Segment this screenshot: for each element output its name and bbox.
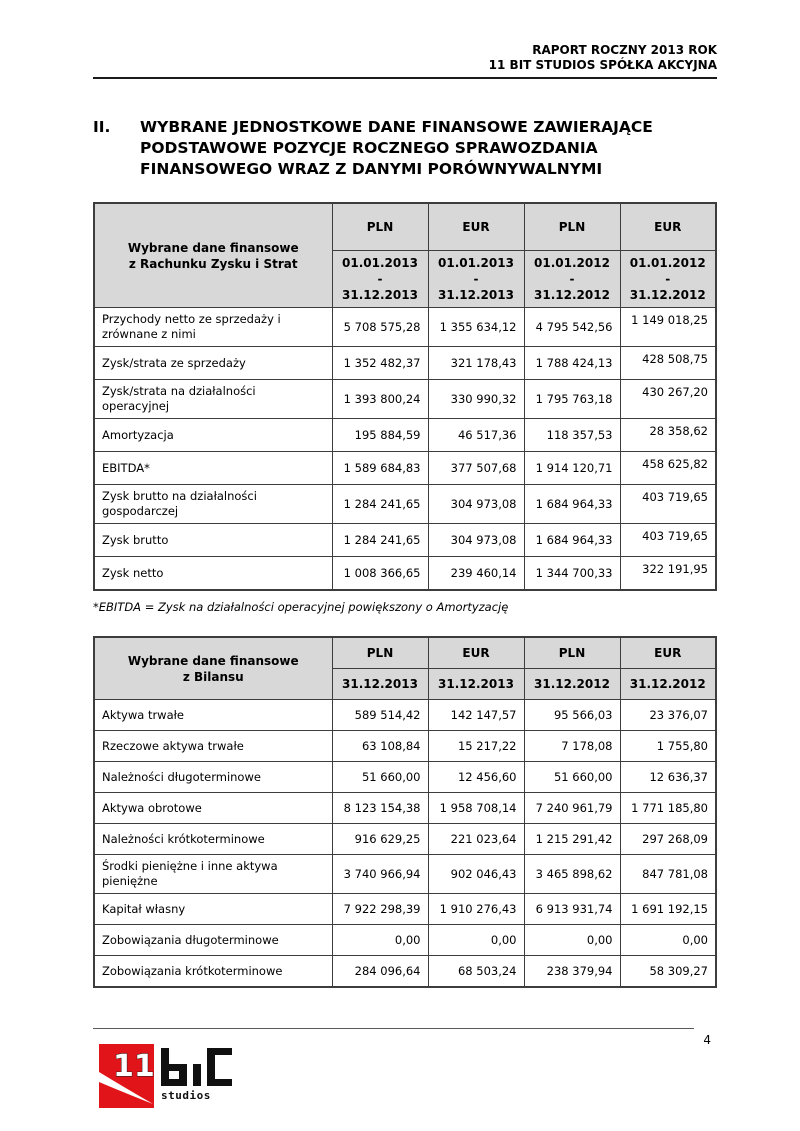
row-label: Należności długoterminowe [94, 762, 332, 793]
cell-value: 1 684 964,33 [524, 524, 620, 557]
currency-header: PLN [524, 203, 620, 251]
running-header [93, 0, 717, 79]
period-header: 01.01.2012 - 31.12.2012 [620, 251, 716, 308]
cell-value: 403 719,65 [620, 485, 716, 524]
cell-value: 304 973,08 [428, 485, 524, 524]
table-row [94, 700, 716, 731]
cell-value: 142 147,57 [428, 700, 524, 731]
cell-value: 46 517,36 [428, 419, 524, 452]
date-header: 31.12.2012 [620, 669, 716, 700]
income-statement-table [93, 202, 717, 591]
ebitda-footnote: *EBITDA = Zysk na działalności operacyjnej powiększony o Amortyzację [93, 600, 509, 614]
cell-value: 6 913 931,74 [524, 894, 620, 925]
cell-value: 1 795 763,18 [524, 380, 620, 419]
currency-header: EUR [428, 203, 524, 251]
cell-value: 1 684 964,33 [524, 485, 620, 524]
cell-value: 58 309,27 [620, 956, 716, 988]
cell-value: 1 393 800,24 [332, 380, 428, 419]
cell-value: 1 788 424,13 [524, 347, 620, 380]
logo-red-square [99, 1044, 155, 1108]
logo-studios-text: studios [161, 1089, 211, 1102]
cell-value: 1 691 192,15 [620, 894, 716, 925]
cell-value: 12 456,60 [428, 762, 524, 793]
logo-bit-glyphs [161, 1048, 232, 1086]
cell-value: 7 922 298,39 [332, 894, 428, 925]
cell-value: 1 589 684,83 [332, 452, 428, 485]
table-row [94, 419, 716, 452]
cell-value: 916 629,25 [332, 824, 428, 855]
cell-value: 63 108,84 [332, 731, 428, 762]
table-row [94, 762, 716, 793]
row-label: Kapitał własny [94, 894, 332, 925]
row-label: EBITDA* [94, 452, 332, 485]
cell-value: 377 507,68 [428, 452, 524, 485]
cell-value: 95 566,03 [524, 700, 620, 731]
company-logo [99, 1042, 244, 1116]
cell-value: 430 267,20 [620, 380, 716, 419]
table-row [94, 452, 716, 485]
cell-value: 589 514,42 [332, 700, 428, 731]
cell-value: 284 096,64 [332, 956, 428, 988]
table-row [94, 485, 716, 524]
currency-header: EUR [620, 637, 716, 669]
table-row [94, 925, 716, 956]
cell-value: 304 973,08 [428, 524, 524, 557]
row-label: Zobowiązania długoterminowe [94, 925, 332, 956]
table-row [94, 308, 716, 347]
page-number: 4 [703, 1033, 711, 1047]
period-header: 01.01.2013 - 31.12.2013 [428, 251, 524, 308]
cell-value: 195 884,59 [332, 419, 428, 452]
cell-value: 0,00 [524, 925, 620, 956]
footer-divider [93, 1028, 694, 1029]
cell-value: 0,00 [332, 925, 428, 956]
cell-value: 1 149 018,25 [620, 308, 716, 347]
row-label: Amortyzacja [94, 419, 332, 452]
cell-value: 458 625,82 [620, 452, 716, 485]
section-title-text: WYBRANE JEDNOSTKOWE DANE FINANSOWE ZAWIERAJĄCE PODSTAWOWE POZYCJE ROCZNEGO SPRAWOZDANIA FINANSOWEGO WRAZ Z DANYMI PORÓWNYWALNYMI [140, 118, 653, 178]
cell-value: 321 178,43 [428, 347, 524, 380]
page-content [93, 0, 717, 988]
row-label: Należności krótkoterminowe [94, 824, 332, 855]
cell-value: 1 355 634,12 [428, 308, 524, 347]
period-header: 01.01.2012 - 31.12.2012 [524, 251, 620, 308]
table-row [94, 731, 716, 762]
logo-number: 11 [113, 1049, 155, 1084]
cell-value: 1 771 185,80 [620, 793, 716, 824]
table-row [94, 824, 716, 855]
cell-value: 51 660,00 [332, 762, 428, 793]
currency-header: EUR [428, 637, 524, 669]
company-name-line: 11 BIT STUDIOS SPÓŁKA AKCYJNA [488, 58, 717, 72]
cell-value: 1 284 241,65 [332, 485, 428, 524]
cell-value: 23 376,07 [620, 700, 716, 731]
cell-value: 118 357,53 [524, 419, 620, 452]
cell-value: 297 268,09 [620, 824, 716, 855]
table-row [94, 347, 716, 380]
table-caption: Wybrane dane finansowe z Bilansu [94, 637, 332, 700]
cell-value: 1 344 700,33 [524, 557, 620, 591]
currency-header-row [94, 637, 716, 669]
cell-value: 1 914 120,71 [524, 452, 620, 485]
date-header: 31.12.2013 [428, 669, 524, 700]
cell-value: 7 178,08 [524, 731, 620, 762]
cell-value: 1 008 366,65 [332, 557, 428, 591]
row-label: Przychody netto ze sprzedaży i zrównane z nimi [94, 308, 332, 347]
table-row [94, 793, 716, 824]
currency-header: EUR [620, 203, 716, 251]
row-label: Zysk brutto na działalności gospodarczej [94, 485, 332, 524]
cell-value: 428 508,75 [620, 347, 716, 380]
cell-value: 1 958 708,14 [428, 793, 524, 824]
cell-value: 3 740 966,94 [332, 855, 428, 894]
cell-value: 15 217,22 [428, 731, 524, 762]
balance-sheet-table [93, 636, 717, 988]
row-label: Aktywa obrotowe [94, 793, 332, 824]
cell-value: 239 460,14 [428, 557, 524, 591]
row-label: Zysk/strata ze sprzedaży [94, 347, 332, 380]
row-label: Zobowiązania krótkoterminowe [94, 956, 332, 988]
table-row [94, 894, 716, 925]
cell-value: 28 358,62 [620, 419, 716, 452]
table-caption: Wybrane dane finansowe z Rachunku Zysku i Strat [94, 203, 332, 308]
report-title-line: RAPORT ROCZNY 2013 ROK [532, 43, 717, 57]
cell-value: 330 990,32 [428, 380, 524, 419]
table-row [94, 956, 716, 988]
section-numeral: II. [93, 118, 111, 136]
table-row [94, 855, 716, 894]
currency-header: PLN [524, 637, 620, 669]
cell-value: 221 023,64 [428, 824, 524, 855]
currency-header-row [94, 203, 716, 251]
cell-value: 1 284 241,65 [332, 524, 428, 557]
table-row [94, 524, 716, 557]
cell-value: 68 503,24 [428, 956, 524, 988]
cell-value: 1 352 482,37 [332, 347, 428, 380]
cell-value: 8 123 154,38 [332, 793, 428, 824]
cell-value: 902 046,43 [428, 855, 524, 894]
cell-value: 847 781,08 [620, 855, 716, 894]
row-label: Zysk brutto [94, 524, 332, 557]
row-label: Aktywa trwałe [94, 700, 332, 731]
cell-value: 238 379,94 [524, 956, 620, 988]
currency-header: PLN [332, 637, 428, 669]
cell-value: 5 708 575,28 [332, 308, 428, 347]
date-header: 31.12.2012 [524, 669, 620, 700]
cell-value: 1 910 276,43 [428, 894, 524, 925]
row-label: Zysk netto [94, 557, 332, 591]
cell-value: 51 660,00 [524, 762, 620, 793]
row-label: Zysk/strata na działalności operacyjnej [94, 380, 332, 419]
section-title [93, 117, 717, 180]
cell-value: 1 755,80 [620, 731, 716, 762]
table-row [94, 557, 716, 591]
currency-header: PLN [332, 203, 428, 251]
table-row [94, 380, 716, 419]
cell-value: 0,00 [620, 925, 716, 956]
cell-value: 12 636,37 [620, 762, 716, 793]
cell-value: 3 465 898,62 [524, 855, 620, 894]
cell-value: 1 215 291,42 [524, 824, 620, 855]
cell-value: 4 795 542,56 [524, 308, 620, 347]
cell-value: 322 191,95 [620, 557, 716, 591]
cell-value: 403 719,65 [620, 524, 716, 557]
row-label: Rzeczowe aktywa trwałe [94, 731, 332, 762]
row-label: Środki pieniężne i inne aktywa pieniężne [94, 855, 332, 894]
period-header: 01.01.2013 - 31.12.2013 [332, 251, 428, 308]
cell-value: 7 240 961,79 [524, 793, 620, 824]
cell-value: 0,00 [428, 925, 524, 956]
date-header: 31.12.2013 [332, 669, 428, 700]
